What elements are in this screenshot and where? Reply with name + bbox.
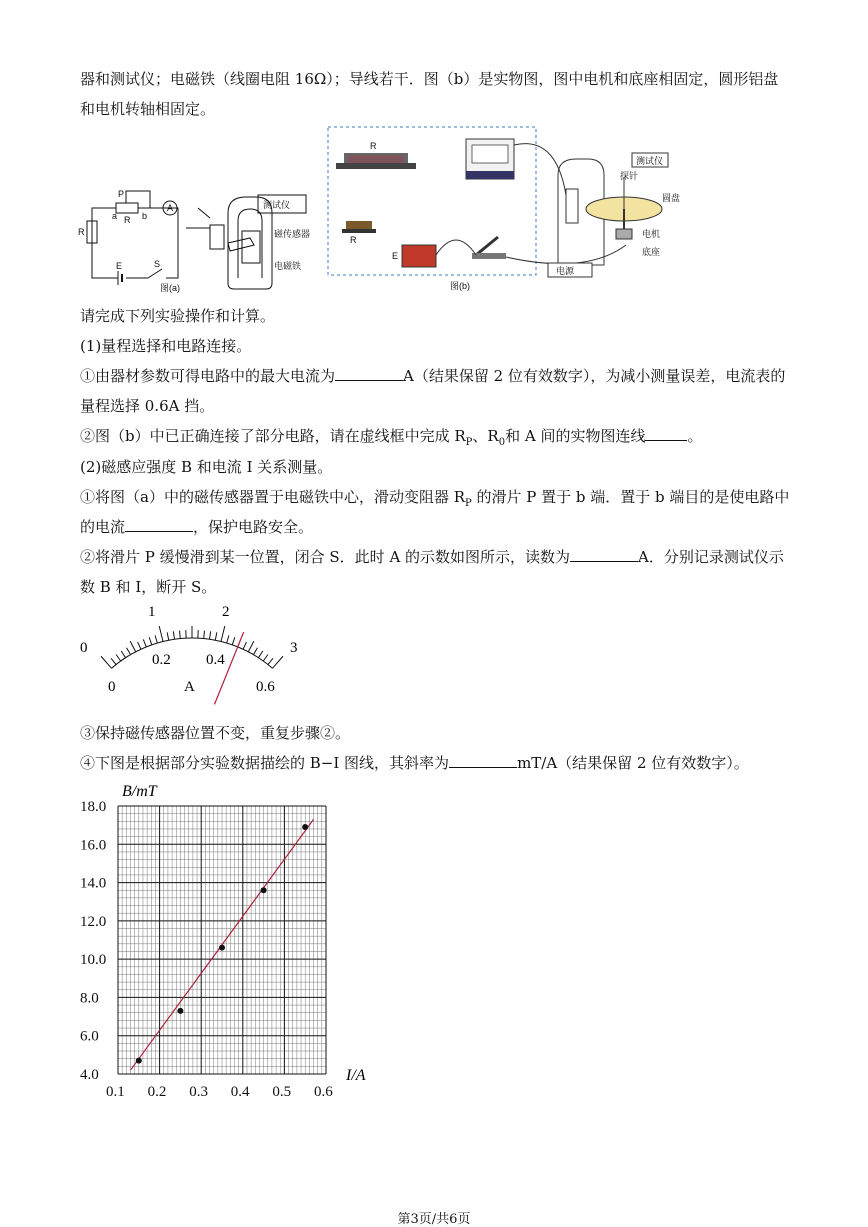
dial-tick xyxy=(258,651,262,658)
fig-b-label-tester: 测试仪 xyxy=(636,156,664,166)
fig-a-label-ammeter: A xyxy=(167,203,174,213)
dial-arc xyxy=(112,638,273,668)
q2-1-text-a: ①将图（a）中的磁传感器置于电磁铁中心，滑动变阻器 R xyxy=(80,488,466,506)
fig-b-label-probe: 探针 xyxy=(620,171,639,181)
y-tick-label: 4.0 xyxy=(80,1067,99,1083)
dial-tick xyxy=(263,654,268,660)
q1-2-text-b: 、R xyxy=(472,427,499,445)
q2-1-text-c: 的电流 xyxy=(80,518,126,536)
y-tick-label: 18.0 xyxy=(80,799,107,815)
text-line-part2: (2)磁感应强度 B 和电流 I 关系测量。 xyxy=(80,458,333,476)
y-tick-label: 14.0 xyxy=(80,875,107,892)
dial-tick xyxy=(227,635,229,643)
q2-1-text-b: 的滑片 P 置于 b 端．置于 b 端目的是使电路中 xyxy=(471,488,790,506)
fig-a-label-a: a xyxy=(112,211,118,221)
data-point xyxy=(219,945,225,951)
fig-a-label-rp: R xyxy=(124,215,131,225)
fig-a-label-s: S xyxy=(154,259,161,269)
q1-1-text-b: A（结果保留 2 位有效数字），为减小测量误差，电流表的 xyxy=(403,367,786,385)
dial-tick xyxy=(215,632,217,640)
fig-a-caption: 图(a) xyxy=(160,283,180,293)
dial-top-tick-2: 2 xyxy=(222,604,230,620)
fig-b-label-disc: 圆盘 xyxy=(662,193,681,203)
dial-tick xyxy=(204,631,205,639)
dial-tick xyxy=(159,626,163,642)
data-point xyxy=(302,824,308,830)
dial-bottom-tick-0.4: 0.4 xyxy=(206,652,225,668)
answer-blank-ammeter-reading[interactable] xyxy=(570,547,638,562)
dial-bottom-tick-0: 0 xyxy=(108,679,116,695)
page-footer: 第3页/共6页 xyxy=(397,1212,471,1227)
q2-2-text-a: ②将滑片 P 缓慢滑到某一位置，闭合 S．此时 A 的示数如图所示，读数为 xyxy=(80,548,571,566)
q2-4-text-a: ④下图是根据部分实验数据描绘的 B−I 图线，其斜率为 xyxy=(80,754,450,772)
fig-b-label-e: E xyxy=(392,251,399,261)
dial-tick xyxy=(143,639,146,646)
dial-needle xyxy=(214,632,243,704)
dial-tick xyxy=(101,656,112,668)
text-line-q1-1 xyxy=(80,365,785,386)
text-line-intro: 器和测试仪；电磁铁（线圈电阻 16Ω）；导线若干．图（b）是实物图，图中电机和底座相固定，圆形铝盘 xyxy=(80,70,779,88)
dial-top-tick-1: 1 xyxy=(148,604,156,620)
dial-tick xyxy=(155,635,157,643)
fig-b-label-base: 底座 xyxy=(642,247,661,257)
battery-device xyxy=(402,245,436,267)
dial-tick xyxy=(138,642,141,649)
dial-tick xyxy=(127,648,131,655)
dial-tick xyxy=(253,648,257,655)
bi-chart xyxy=(70,778,380,1113)
fig-a-label-e: E xyxy=(116,261,123,271)
y-tick-label: 16.0 xyxy=(80,837,107,854)
text-line-q2-2 xyxy=(80,546,784,567)
answer-blank-max-current[interactable] xyxy=(335,366,403,381)
dial-tick xyxy=(180,631,181,639)
dial-tick xyxy=(243,642,246,649)
fig-a-label-r0: R xyxy=(78,227,85,237)
dial-tick xyxy=(272,656,283,668)
answer-blank-current-min[interactable] xyxy=(125,517,193,532)
q1-2-text-a: ②图（b）中已正确连接了部分电路，请在虚线框中完成 R xyxy=(80,427,466,445)
fig-a-label-magnet: 电磁铁 xyxy=(274,261,302,271)
q1-2-sub-0: 0 xyxy=(498,437,506,448)
dial-tick xyxy=(116,654,121,660)
dial-tick xyxy=(130,641,136,652)
q1-2-text-d: 。 xyxy=(687,427,703,445)
x-tick-label: 0.4 xyxy=(230,1084,250,1100)
dial-tick xyxy=(210,631,211,639)
x-tick-label: 0.6 xyxy=(314,1084,333,1100)
x-tick-label: 0.1 xyxy=(106,1084,125,1100)
x-tick-label: 0.5 xyxy=(272,1084,292,1100)
y-tick-label: 12.0 xyxy=(80,913,107,930)
switch-device xyxy=(476,237,498,255)
q1-1-text-a: ①由器材参数可得电路中的最大电流为 xyxy=(80,367,336,385)
fig-b-label-power: 电源 xyxy=(556,266,575,276)
text-line-q2-2-cont: 数 B 和 I，断开 S。 xyxy=(80,578,217,596)
dial-top-tick-0: 0 xyxy=(80,640,88,656)
text-line-part1: (1)量程选择和电路连接。 xyxy=(80,337,252,355)
data-point xyxy=(261,887,267,893)
fig-b-caption: 图(b) xyxy=(450,281,470,291)
dial-top-tick-3: 3 xyxy=(290,640,298,656)
fig-a-label-p: P xyxy=(118,189,125,199)
q2-4-text-b: mT/A（结果保留 2 位有效数字）。 xyxy=(517,754,749,772)
q2-1-sub-p: P xyxy=(465,498,472,509)
text-line-q2-1-cont xyxy=(80,516,313,537)
dial-tick xyxy=(232,637,235,645)
text-line-q2-4 xyxy=(80,752,749,773)
dial-tick xyxy=(221,626,225,642)
fig-a-label-sensor: 磁传感器 xyxy=(274,229,311,239)
text-line-q1-2 xyxy=(80,425,702,448)
fig-b-label-r0: R xyxy=(350,235,357,245)
answer-blank-slope[interactable] xyxy=(449,753,517,768)
fig-b-label-motor: 电机 xyxy=(642,229,661,239)
text-line-q2-1 xyxy=(80,486,789,509)
ammeter-dial xyxy=(76,600,308,710)
dial-bottom-tick-0.6: 0.6 xyxy=(256,679,275,695)
dial-bottom-tick-0.2: 0.2 xyxy=(152,652,171,668)
x-tick-label: 0.3 xyxy=(189,1084,208,1100)
text-line-intro-2: 和电机转轴相固定。 xyxy=(80,100,216,118)
fig-a-label-tester: 测试仪 xyxy=(263,200,291,210)
q1-2-text-c: 和 A 间的实物图连线 xyxy=(505,427,646,445)
y-tick-label: 6.0 xyxy=(80,1028,99,1045)
text-line-q2-3: ③保持磁传感器位置不变，重复步骤②。 xyxy=(80,724,351,742)
q2-2-text-b: A．分别记录测试仪示 xyxy=(638,548,784,566)
text-line-instructions: 请完成下列实验操作和计算。 xyxy=(80,307,276,325)
dial-tick xyxy=(149,637,152,645)
dial-tick xyxy=(111,658,116,664)
q2-1-text-d: ，保护电路安全。 xyxy=(193,518,314,536)
figure-a-circuit xyxy=(78,183,318,295)
figure-b-apparatus xyxy=(326,125,696,293)
text-line-q1-1-cont: 量程选择 0.6A 挡。 xyxy=(80,397,215,415)
chart-ylabel: B/mT xyxy=(122,783,157,800)
dial-tick xyxy=(173,631,174,639)
data-point xyxy=(136,1058,142,1064)
dial-tick xyxy=(268,658,273,664)
y-tick-label: 10.0 xyxy=(80,952,107,969)
answer-blank-wiring[interactable] xyxy=(645,426,687,441)
dial-unit: A xyxy=(184,679,195,695)
x-tick-label: 0.2 xyxy=(147,1084,167,1100)
fig-b-label-rp: R xyxy=(370,141,377,151)
chart-xlabel: I/A xyxy=(346,1067,366,1084)
y-tick-label: 8.0 xyxy=(80,990,99,1007)
dial-tick xyxy=(248,641,254,652)
fig-a-label-b: b xyxy=(142,211,148,221)
dial-tick xyxy=(121,651,125,658)
data-point xyxy=(177,1008,183,1014)
q1-2-sub-p: P xyxy=(465,437,473,448)
dial-tick xyxy=(167,632,169,640)
